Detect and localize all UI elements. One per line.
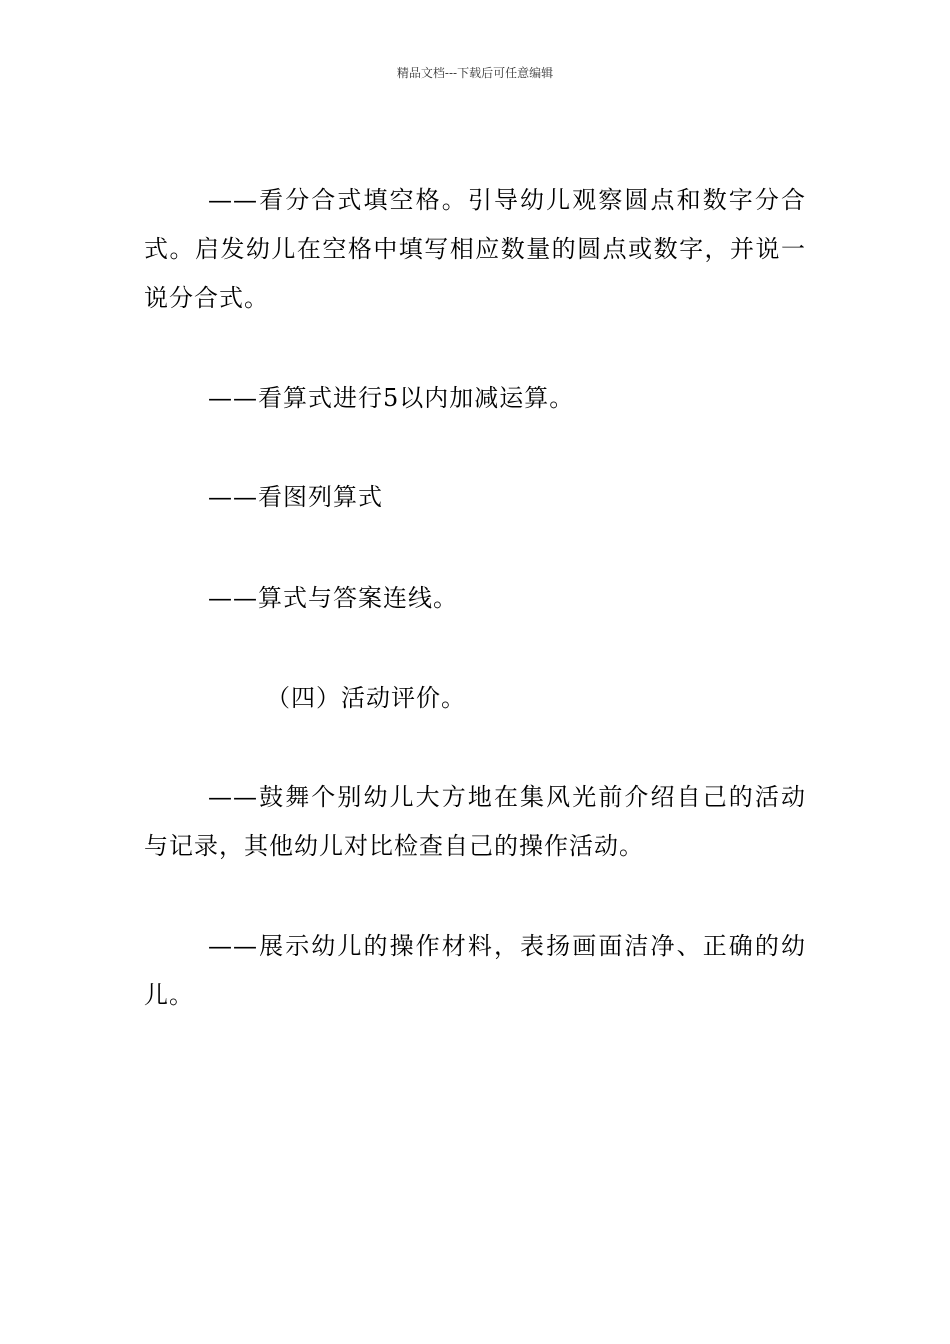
paragraph-picture-equation xyxy=(144,473,806,522)
paragraph-display xyxy=(144,922,806,1020)
paragraph-arithmetic xyxy=(144,374,806,423)
paragraph-text: ——鼓舞个别幼儿大方地在集风光前介绍自己的活动与记录，其他幼儿对比检查自己的操作活动。 xyxy=(144,783,806,860)
section-heading-evaluation xyxy=(144,674,806,723)
paragraph-encourage xyxy=(144,773,806,871)
paragraph-text: ——看图列算式 xyxy=(208,483,383,511)
section-heading-text: （四）活动评价。 xyxy=(266,684,466,712)
paragraph-text: ——算式与答案连线。 xyxy=(208,584,458,612)
paragraph-match-answers xyxy=(144,574,806,623)
paragraph-fill-blanks xyxy=(144,176,806,323)
paragraph-text: ——看算式进行5以内加减运算。 xyxy=(208,384,575,412)
paragraph-text: ——展示幼儿的操作材料，表扬画面洁净、正确的幼儿。 xyxy=(144,932,806,1009)
paragraph-text: ——看分合式填空格。引导幼儿观察圆点和数字分合式。启发幼儿在空格中填写相应数量的圆点或数字，并说一说分合式。 xyxy=(144,186,806,312)
page-header: 精品文档---下载后可任意编辑 xyxy=(396,66,554,80)
